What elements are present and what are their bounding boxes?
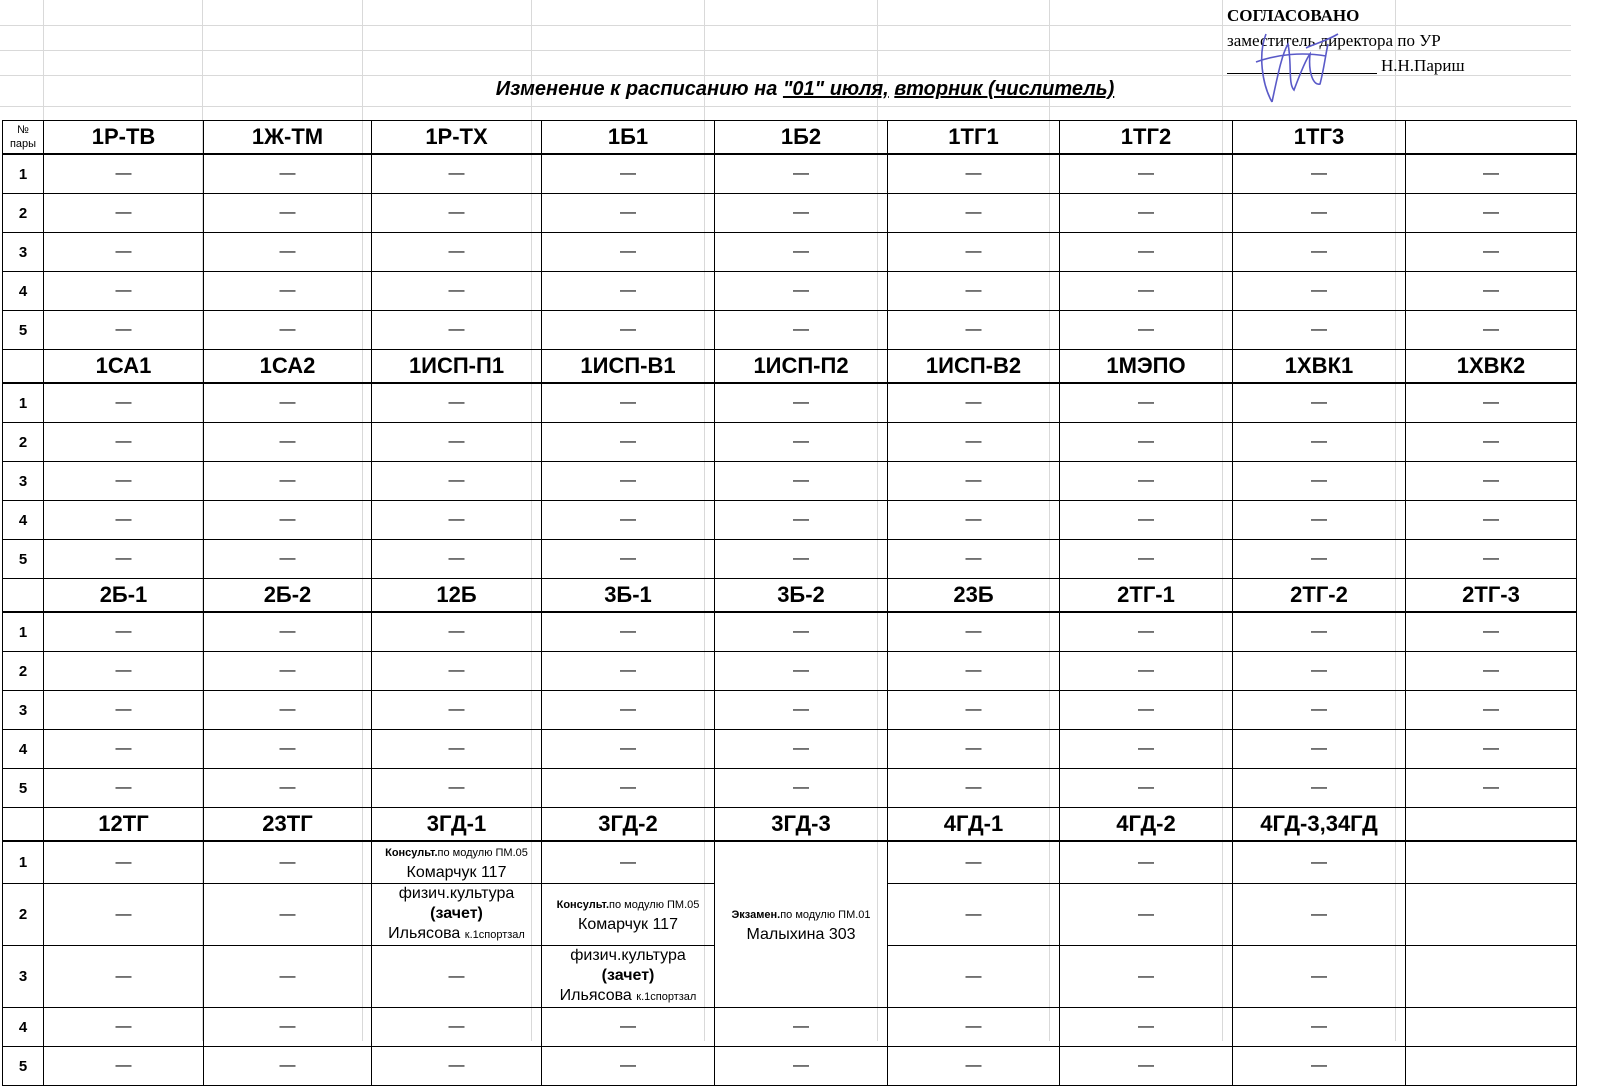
pair-number: 2 bbox=[3, 884, 44, 946]
exam-line bbox=[715, 904, 887, 925]
dash-cell: — bbox=[1233, 311, 1406, 350]
dash-cell: — bbox=[44, 311, 204, 350]
group-name: 1МЭПО bbox=[1060, 350, 1233, 384]
empty-cell bbox=[1406, 946, 1577, 1008]
pe-teacher-line bbox=[372, 924, 541, 945]
dash-cell: — bbox=[888, 540, 1060, 579]
table-row bbox=[3, 1008, 1577, 1047]
dash-cell: — bbox=[1406, 233, 1577, 272]
pair-number: 5 bbox=[3, 311, 44, 350]
group-name: 4ГД-3,34ГД bbox=[1233, 808, 1406, 842]
table-row bbox=[3, 612, 1577, 652]
dash-cell: — bbox=[1060, 501, 1233, 540]
pair-number: 1 bbox=[3, 154, 44, 194]
dash-cell: — bbox=[44, 383, 204, 423]
table-row bbox=[3, 769, 1577, 808]
dash-cell: — bbox=[542, 272, 715, 311]
dash-cell: — bbox=[372, 311, 542, 350]
pair-number: 5 bbox=[3, 769, 44, 808]
dash-cell: — bbox=[204, 884, 372, 946]
pair-number: 1 bbox=[3, 841, 44, 884]
group-name: 2Б-1 bbox=[44, 579, 204, 613]
table-row bbox=[3, 841, 1577, 884]
dash-cell: — bbox=[204, 272, 372, 311]
pe-line bbox=[542, 946, 714, 986]
dash-cell: — bbox=[1233, 691, 1406, 730]
group-name: 2ТГ-3 bbox=[1406, 579, 1577, 613]
group-name: 1ТГ2 bbox=[1060, 121, 1233, 155]
pair-number: 5 bbox=[3, 540, 44, 579]
dash-cell: — bbox=[715, 154, 888, 194]
table-row bbox=[3, 730, 1577, 769]
dash-cell: — bbox=[1233, 383, 1406, 423]
pe-room: к.1спортзал bbox=[464, 929, 525, 941]
dash-cell: — bbox=[888, 194, 1060, 233]
dash-cell: — bbox=[44, 652, 204, 691]
dash-cell: — bbox=[372, 383, 542, 423]
dash-cell: — bbox=[1233, 233, 1406, 272]
dash-cell: — bbox=[888, 612, 1060, 652]
dash-cell: — bbox=[372, 769, 542, 808]
dash-cell: — bbox=[204, 730, 372, 769]
table-row bbox=[3, 652, 1577, 691]
dash-cell: — bbox=[715, 423, 888, 462]
dash-cell: — bbox=[1060, 311, 1233, 350]
dash-cell: — bbox=[204, 769, 372, 808]
group-name: 1ТГ3 bbox=[1233, 121, 1406, 155]
dash-cell: — bbox=[1233, 884, 1406, 946]
group-name: 23Б bbox=[888, 579, 1060, 613]
dash-cell: — bbox=[715, 311, 888, 350]
dash-cell: — bbox=[1060, 946, 1233, 1008]
dash-cell: — bbox=[1233, 841, 1406, 884]
approval-title: СОГЛАСОВАНО bbox=[1227, 6, 1360, 25]
table-row bbox=[3, 462, 1577, 501]
dash-cell: — bbox=[44, 233, 204, 272]
exam-teacher: Малыхина 303 bbox=[746, 926, 856, 943]
dash-cell: — bbox=[1233, 423, 1406, 462]
dash-cell: — bbox=[1406, 501, 1577, 540]
dash-cell: — bbox=[888, 884, 1060, 946]
dash-cell: — bbox=[1060, 540, 1233, 579]
pe-mark: (зачет) bbox=[601, 967, 655, 984]
dash-cell: — bbox=[44, 423, 204, 462]
group-header-row bbox=[3, 808, 1577, 842]
dash-cell: — bbox=[888, 1047, 1060, 1086]
dash-cell: — bbox=[1233, 462, 1406, 501]
dash-cell: — bbox=[542, 652, 715, 691]
dash-cell: — bbox=[44, 272, 204, 311]
pe-cell bbox=[542, 946, 715, 1008]
dash-cell: — bbox=[1233, 501, 1406, 540]
dash-cell: — bbox=[204, 946, 372, 1008]
consult-teacher: Комарчук 117 bbox=[406, 864, 507, 881]
dash-cell: — bbox=[1233, 1047, 1406, 1086]
table-row bbox=[3, 1047, 1577, 1086]
consult-module: по модулю ПМ.05 bbox=[609, 899, 700, 911]
consult-teacher: Комарчук 117 bbox=[578, 916, 678, 933]
dash-cell: — bbox=[44, 194, 204, 233]
group-name: 4ГД-2 bbox=[1060, 808, 1233, 842]
dash-cell: — bbox=[888, 841, 1060, 884]
dash-cell: — bbox=[888, 423, 1060, 462]
group-name: 1Б1 bbox=[542, 121, 715, 155]
group-name: 1ХВК2 bbox=[1406, 350, 1577, 384]
group-name: 4ГД-1 bbox=[888, 808, 1060, 842]
dash-cell: — bbox=[204, 423, 372, 462]
dash-cell: — bbox=[1060, 383, 1233, 423]
dash-cell: — bbox=[1406, 154, 1577, 194]
group-name: 1Ж-ТМ bbox=[204, 121, 372, 155]
dash-cell: — bbox=[715, 1008, 888, 1047]
dash-cell: — bbox=[888, 311, 1060, 350]
dash-cell: — bbox=[44, 1047, 204, 1086]
table-row bbox=[3, 540, 1577, 579]
dash-cell: — bbox=[888, 691, 1060, 730]
pe-teacher: Ильясова bbox=[388, 925, 461, 942]
group-header-row bbox=[3, 579, 1577, 613]
dash-cell: — bbox=[372, 1047, 542, 1086]
dash-cell: — bbox=[888, 652, 1060, 691]
dash-cell: — bbox=[1233, 540, 1406, 579]
dash-cell: — bbox=[542, 194, 715, 233]
table-row bbox=[3, 154, 1577, 194]
title-date: "01" июля, bbox=[782, 78, 889, 100]
consult-line bbox=[542, 894, 714, 915]
pair-number: 3 bbox=[3, 462, 44, 501]
dash-cell: — bbox=[1060, 423, 1233, 462]
pe-room: к.1спортзал bbox=[636, 991, 697, 1003]
dash-cell: — bbox=[542, 154, 715, 194]
dash-cell: — bbox=[44, 884, 204, 946]
dash-cell: — bbox=[1060, 884, 1233, 946]
consult-label: Консульт. bbox=[385, 847, 438, 859]
consult-cell bbox=[542, 884, 715, 946]
dash-cell: — bbox=[1233, 154, 1406, 194]
dash-cell: — bbox=[715, 383, 888, 423]
table-row bbox=[3, 383, 1577, 423]
dash-cell: — bbox=[888, 233, 1060, 272]
group-name: 2Б-2 bbox=[204, 579, 372, 613]
dash-cell: — bbox=[204, 540, 372, 579]
pair-number-header bbox=[3, 350, 44, 384]
group-name: 1Р-ТХ bbox=[372, 121, 542, 155]
dash-cell: — bbox=[204, 501, 372, 540]
exam-cell bbox=[715, 841, 888, 1008]
dash-cell: — bbox=[44, 841, 204, 884]
group-name: 2ТГ-1 bbox=[1060, 579, 1233, 613]
pe-cell bbox=[372, 884, 542, 946]
dash-cell: — bbox=[1060, 194, 1233, 233]
dash-cell: — bbox=[1060, 691, 1233, 730]
dash-cell: — bbox=[1060, 730, 1233, 769]
dash-cell: — bbox=[542, 769, 715, 808]
dash-cell: — bbox=[542, 612, 715, 652]
dash-cell: — bbox=[1060, 612, 1233, 652]
dash-cell: — bbox=[1406, 612, 1577, 652]
dash-cell: — bbox=[1060, 1008, 1233, 1047]
dash-cell: — bbox=[372, 462, 542, 501]
dash-cell: — bbox=[372, 540, 542, 579]
dash-cell: — bbox=[1406, 462, 1577, 501]
group-name: 1ИСП-П2 bbox=[715, 350, 888, 384]
dash-cell: — bbox=[44, 730, 204, 769]
pair-number-header bbox=[3, 808, 44, 842]
pair-number-header: № пары bbox=[3, 121, 44, 155]
dash-cell: — bbox=[204, 652, 372, 691]
pair-number: 2 bbox=[3, 423, 44, 462]
dash-cell: — bbox=[372, 946, 542, 1008]
approval-name: Н.Н.Париш bbox=[1381, 56, 1465, 75]
dash-cell: — bbox=[715, 540, 888, 579]
group-header-row bbox=[3, 350, 1577, 384]
table-row bbox=[3, 311, 1577, 350]
table-row bbox=[3, 233, 1577, 272]
dash-cell: — bbox=[372, 691, 542, 730]
dash-cell: — bbox=[1406, 540, 1577, 579]
dash-cell: — bbox=[542, 841, 715, 884]
dash-cell: — bbox=[1060, 769, 1233, 808]
dash-cell: — bbox=[1406, 194, 1577, 233]
dash-cell: — bbox=[542, 233, 715, 272]
pe-teacher-line bbox=[542, 986, 714, 1007]
consult-cell bbox=[372, 841, 542, 884]
empty-cell bbox=[1406, 1008, 1577, 1047]
pair-number: 4 bbox=[3, 272, 44, 311]
dash-cell: — bbox=[542, 311, 715, 350]
title-day: вторник (числитель) bbox=[894, 78, 1115, 100]
dash-cell: — bbox=[542, 730, 715, 769]
dash-cell: — bbox=[1060, 1047, 1233, 1086]
dash-cell: — bbox=[1233, 1008, 1406, 1047]
dash-cell: — bbox=[888, 383, 1060, 423]
dash-cell: — bbox=[542, 540, 715, 579]
dash-cell: — bbox=[888, 462, 1060, 501]
dash-cell: — bbox=[888, 769, 1060, 808]
pair-number: 5 bbox=[3, 1047, 44, 1086]
schedule-table bbox=[2, 120, 1577, 1086]
group-name: 1ХВК1 bbox=[1233, 350, 1406, 384]
dash-cell: — bbox=[44, 691, 204, 730]
dash-cell: — bbox=[715, 769, 888, 808]
dash-cell: — bbox=[1060, 272, 1233, 311]
dash-cell: — bbox=[372, 272, 542, 311]
dash-cell: — bbox=[372, 730, 542, 769]
dash-cell: — bbox=[204, 154, 372, 194]
dash-cell: — bbox=[715, 501, 888, 540]
pe-subject: физич.культура bbox=[570, 947, 686, 964]
pair-number: 3 bbox=[3, 691, 44, 730]
pair-number: 1 bbox=[3, 612, 44, 652]
dash-cell: — bbox=[888, 501, 1060, 540]
dash-cell: — bbox=[1060, 841, 1233, 884]
dash-cell: — bbox=[715, 194, 888, 233]
dash-cell: — bbox=[44, 769, 204, 808]
group-name bbox=[1406, 808, 1577, 842]
dash-cell: — bbox=[542, 423, 715, 462]
dash-cell: — bbox=[204, 691, 372, 730]
dash-cell: — bbox=[204, 383, 372, 423]
dash-cell: — bbox=[44, 540, 204, 579]
dash-cell: — bbox=[372, 154, 542, 194]
dash-cell: — bbox=[1060, 652, 1233, 691]
empty-cell bbox=[1406, 1047, 1577, 1086]
group-name: 3Б-2 bbox=[715, 579, 888, 613]
dash-cell: — bbox=[1233, 730, 1406, 769]
dash-cell: — bbox=[44, 501, 204, 540]
table-row bbox=[3, 501, 1577, 540]
pair-number-header bbox=[3, 579, 44, 613]
dash-cell: — bbox=[1406, 652, 1577, 691]
group-name: 3Б-1 bbox=[542, 579, 715, 613]
empty-cell bbox=[1406, 884, 1577, 946]
dash-cell: — bbox=[888, 272, 1060, 311]
dash-cell: — bbox=[204, 1008, 372, 1047]
group-name: 1СА2 bbox=[204, 350, 372, 384]
dash-cell: — bbox=[1406, 730, 1577, 769]
dash-cell: — bbox=[1406, 311, 1577, 350]
dash-cell: — bbox=[1233, 652, 1406, 691]
dash-cell: — bbox=[204, 1047, 372, 1086]
title-prefix: Изменение к расписанию на bbox=[495, 78, 778, 100]
pair-number: 2 bbox=[3, 194, 44, 233]
pe-subject: физич.культура bbox=[398, 885, 515, 902]
dash-cell: — bbox=[1233, 612, 1406, 652]
dash-cell: — bbox=[542, 1047, 715, 1086]
group-name: 1СА1 bbox=[44, 350, 204, 384]
dash-cell: — bbox=[542, 383, 715, 423]
dash-cell: — bbox=[372, 423, 542, 462]
dash-cell: — bbox=[372, 652, 542, 691]
dash-cell: — bbox=[372, 501, 542, 540]
pe-line bbox=[372, 884, 541, 924]
pair-number: 4 bbox=[3, 501, 44, 540]
dash-cell: — bbox=[1406, 383, 1577, 423]
dash-cell: — bbox=[542, 501, 715, 540]
pair-number: 4 bbox=[3, 730, 44, 769]
dash-cell: — bbox=[1406, 769, 1577, 808]
dash-cell: — bbox=[204, 233, 372, 272]
dash-cell: — bbox=[1406, 691, 1577, 730]
dash-cell: — bbox=[204, 194, 372, 233]
dash-cell: — bbox=[44, 462, 204, 501]
dash-cell: — bbox=[542, 462, 715, 501]
pe-teacher: Ильясова bbox=[559, 987, 632, 1004]
dash-cell: — bbox=[1233, 769, 1406, 808]
dash-cell: — bbox=[542, 691, 715, 730]
dash-cell: — bbox=[1060, 233, 1233, 272]
group-name: 1ИСП-В1 bbox=[542, 350, 715, 384]
dash-cell: — bbox=[44, 612, 204, 652]
dash-cell: — bbox=[1060, 154, 1233, 194]
approval-position: заместитель директора по УР bbox=[1227, 31, 1441, 50]
dash-cell: — bbox=[1406, 272, 1577, 311]
dash-cell: — bbox=[1233, 272, 1406, 311]
dash-cell: — bbox=[204, 311, 372, 350]
page-title bbox=[0, 78, 1610, 101]
pair-number: 2 bbox=[3, 652, 44, 691]
table-row bbox=[3, 423, 1577, 462]
dash-cell: — bbox=[715, 462, 888, 501]
dash-cell: — bbox=[715, 730, 888, 769]
table-row bbox=[3, 691, 1577, 730]
group-name bbox=[1406, 121, 1577, 155]
empty-cell bbox=[1406, 841, 1577, 884]
dash-cell: — bbox=[888, 154, 1060, 194]
exam-module: по модулю ПМ.01 bbox=[780, 909, 871, 921]
group-header-row bbox=[3, 121, 1577, 155]
dash-cell: — bbox=[44, 154, 204, 194]
dash-cell: — bbox=[888, 730, 1060, 769]
table-row bbox=[3, 194, 1577, 233]
dash-cell: — bbox=[715, 233, 888, 272]
group-name: 1ИСП-В2 bbox=[888, 350, 1060, 384]
dash-cell: — bbox=[888, 1008, 1060, 1047]
dash-cell: — bbox=[204, 841, 372, 884]
consult-line bbox=[372, 842, 541, 863]
group-name: 1Б2 bbox=[715, 121, 888, 155]
dash-cell: — bbox=[372, 612, 542, 652]
exam-label: Экзамен. bbox=[731, 909, 781, 921]
dash-cell: — bbox=[372, 194, 542, 233]
dash-cell: — bbox=[542, 1008, 715, 1047]
dash-cell: — bbox=[44, 946, 204, 1008]
group-name: 2ТГ-2 bbox=[1233, 579, 1406, 613]
pair-number: 4 bbox=[3, 1008, 44, 1047]
group-name: 1ИСП-П1 bbox=[372, 350, 542, 384]
pair-number: 3 bbox=[3, 233, 44, 272]
group-name: 3ГД-1 bbox=[372, 808, 542, 842]
dash-cell: — bbox=[715, 1047, 888, 1086]
group-name: 12ТГ bbox=[44, 808, 204, 842]
dash-cell: — bbox=[715, 612, 888, 652]
table-row bbox=[3, 272, 1577, 311]
dash-cell: — bbox=[372, 233, 542, 272]
group-name: 1Р-ТВ bbox=[44, 121, 204, 155]
dash-cell: — bbox=[888, 946, 1060, 1008]
group-name: 23ТГ bbox=[204, 808, 372, 842]
dash-cell: — bbox=[1233, 946, 1406, 1008]
dash-cell: — bbox=[372, 1008, 542, 1047]
group-name: 3ГД-3 bbox=[715, 808, 888, 842]
group-name: 3ГД-2 bbox=[542, 808, 715, 842]
pe-mark: (зачет) bbox=[430, 905, 483, 922]
pair-number: 1 bbox=[3, 383, 44, 423]
group-name: 1ТГ1 bbox=[888, 121, 1060, 155]
dash-cell: — bbox=[44, 1008, 204, 1047]
dash-cell: — bbox=[1060, 462, 1233, 501]
group-name: 12Б bbox=[372, 579, 542, 613]
pair-number: 3 bbox=[3, 946, 44, 1008]
consult-label: Консульт. bbox=[556, 899, 610, 911]
dash-cell: — bbox=[715, 691, 888, 730]
dash-cell: — bbox=[204, 612, 372, 652]
dash-cell: — bbox=[1233, 194, 1406, 233]
dash-cell: — bbox=[204, 462, 372, 501]
dash-cell: — bbox=[1406, 423, 1577, 462]
dash-cell: — bbox=[715, 652, 888, 691]
dash-cell: — bbox=[715, 272, 888, 311]
consult-module: по модулю ПМ.05 bbox=[437, 847, 528, 859]
